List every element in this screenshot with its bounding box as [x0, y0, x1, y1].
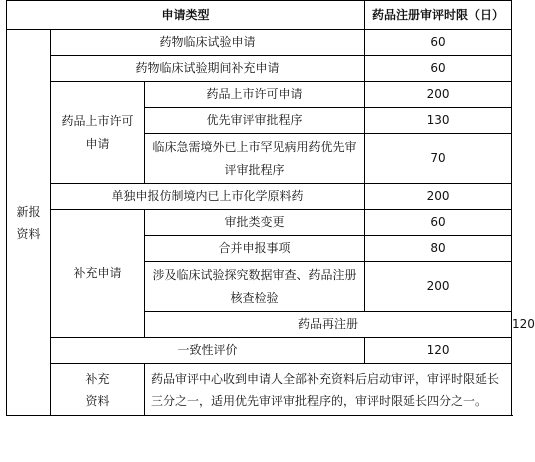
review-time-limit-table: [6, 0, 535, 416]
row-value: 60: [365, 56, 512, 82]
table-row: 药品再注册 120: [7, 312, 512, 338]
row-label: 药品上市许可申请: [145, 82, 365, 108]
row-label: 药品再注册: [145, 312, 512, 338]
table-row: [7, 184, 512, 210]
group-supplement: 补充申请: [51, 210, 145, 338]
row-label: [145, 134, 365, 184]
row-label: 药物临床试验期间补充申请: [51, 56, 365, 82]
table-row: [7, 30, 512, 56]
row-value: 60: [365, 30, 512, 56]
category-new-materials: [7, 30, 51, 416]
row-label: 审批类变更: [145, 210, 365, 236]
row-label: 药物临床试验申请: [51, 30, 365, 56]
row-value: 70: [365, 134, 512, 184]
row-value: 80: [365, 236, 512, 262]
group-market-approval: [51, 82, 145, 184]
row-label: 一致性评价: [51, 338, 365, 364]
supplement-note: 药品审评中心收到申请人全部补充资料后启动审评，审评时限延长三分之一，适用优先审评审批程序的，审评时限延长四分之一。: [145, 364, 512, 416]
row-label: 优先审评审批程序: [145, 108, 365, 134]
row-value: 200: [365, 184, 512, 210]
inspection-label: 涉及临床试验探究数据审查、药品注册核查检验: [152, 267, 357, 305]
group-label: 药品上市许可申请: [61, 113, 134, 151]
row-value: 120: [365, 338, 512, 364]
table-row: [7, 338, 512, 364]
row-label: [145, 262, 365, 312]
row-value: 200: [365, 262, 512, 312]
row-value: 130: [365, 108, 512, 134]
table-row: [7, 82, 512, 108]
row-label: 合并申报事项: [145, 236, 365, 262]
row-value: 60: [365, 210, 512, 236]
category-label: 补充资料: [85, 371, 110, 408]
row-value: 200: [365, 82, 512, 108]
table-row: [7, 56, 512, 82]
rare-disease-label: 临床急需境外已上市罕见病用药优先审评审批程序: [152, 139, 357, 177]
table-header-row: [7, 1, 512, 30]
row-label: 单独申报仿制境内已上市化学原料药: [51, 184, 365, 210]
table-row: [7, 210, 512, 236]
category-label: 新报资料: [16, 204, 41, 241]
category-supplement-materials: [51, 364, 145, 416]
header-application-type: 申请类型: [7, 1, 365, 30]
header-time-limit: 药品注册审评时限（日）: [365, 1, 512, 30]
table-row: [7, 364, 512, 416]
